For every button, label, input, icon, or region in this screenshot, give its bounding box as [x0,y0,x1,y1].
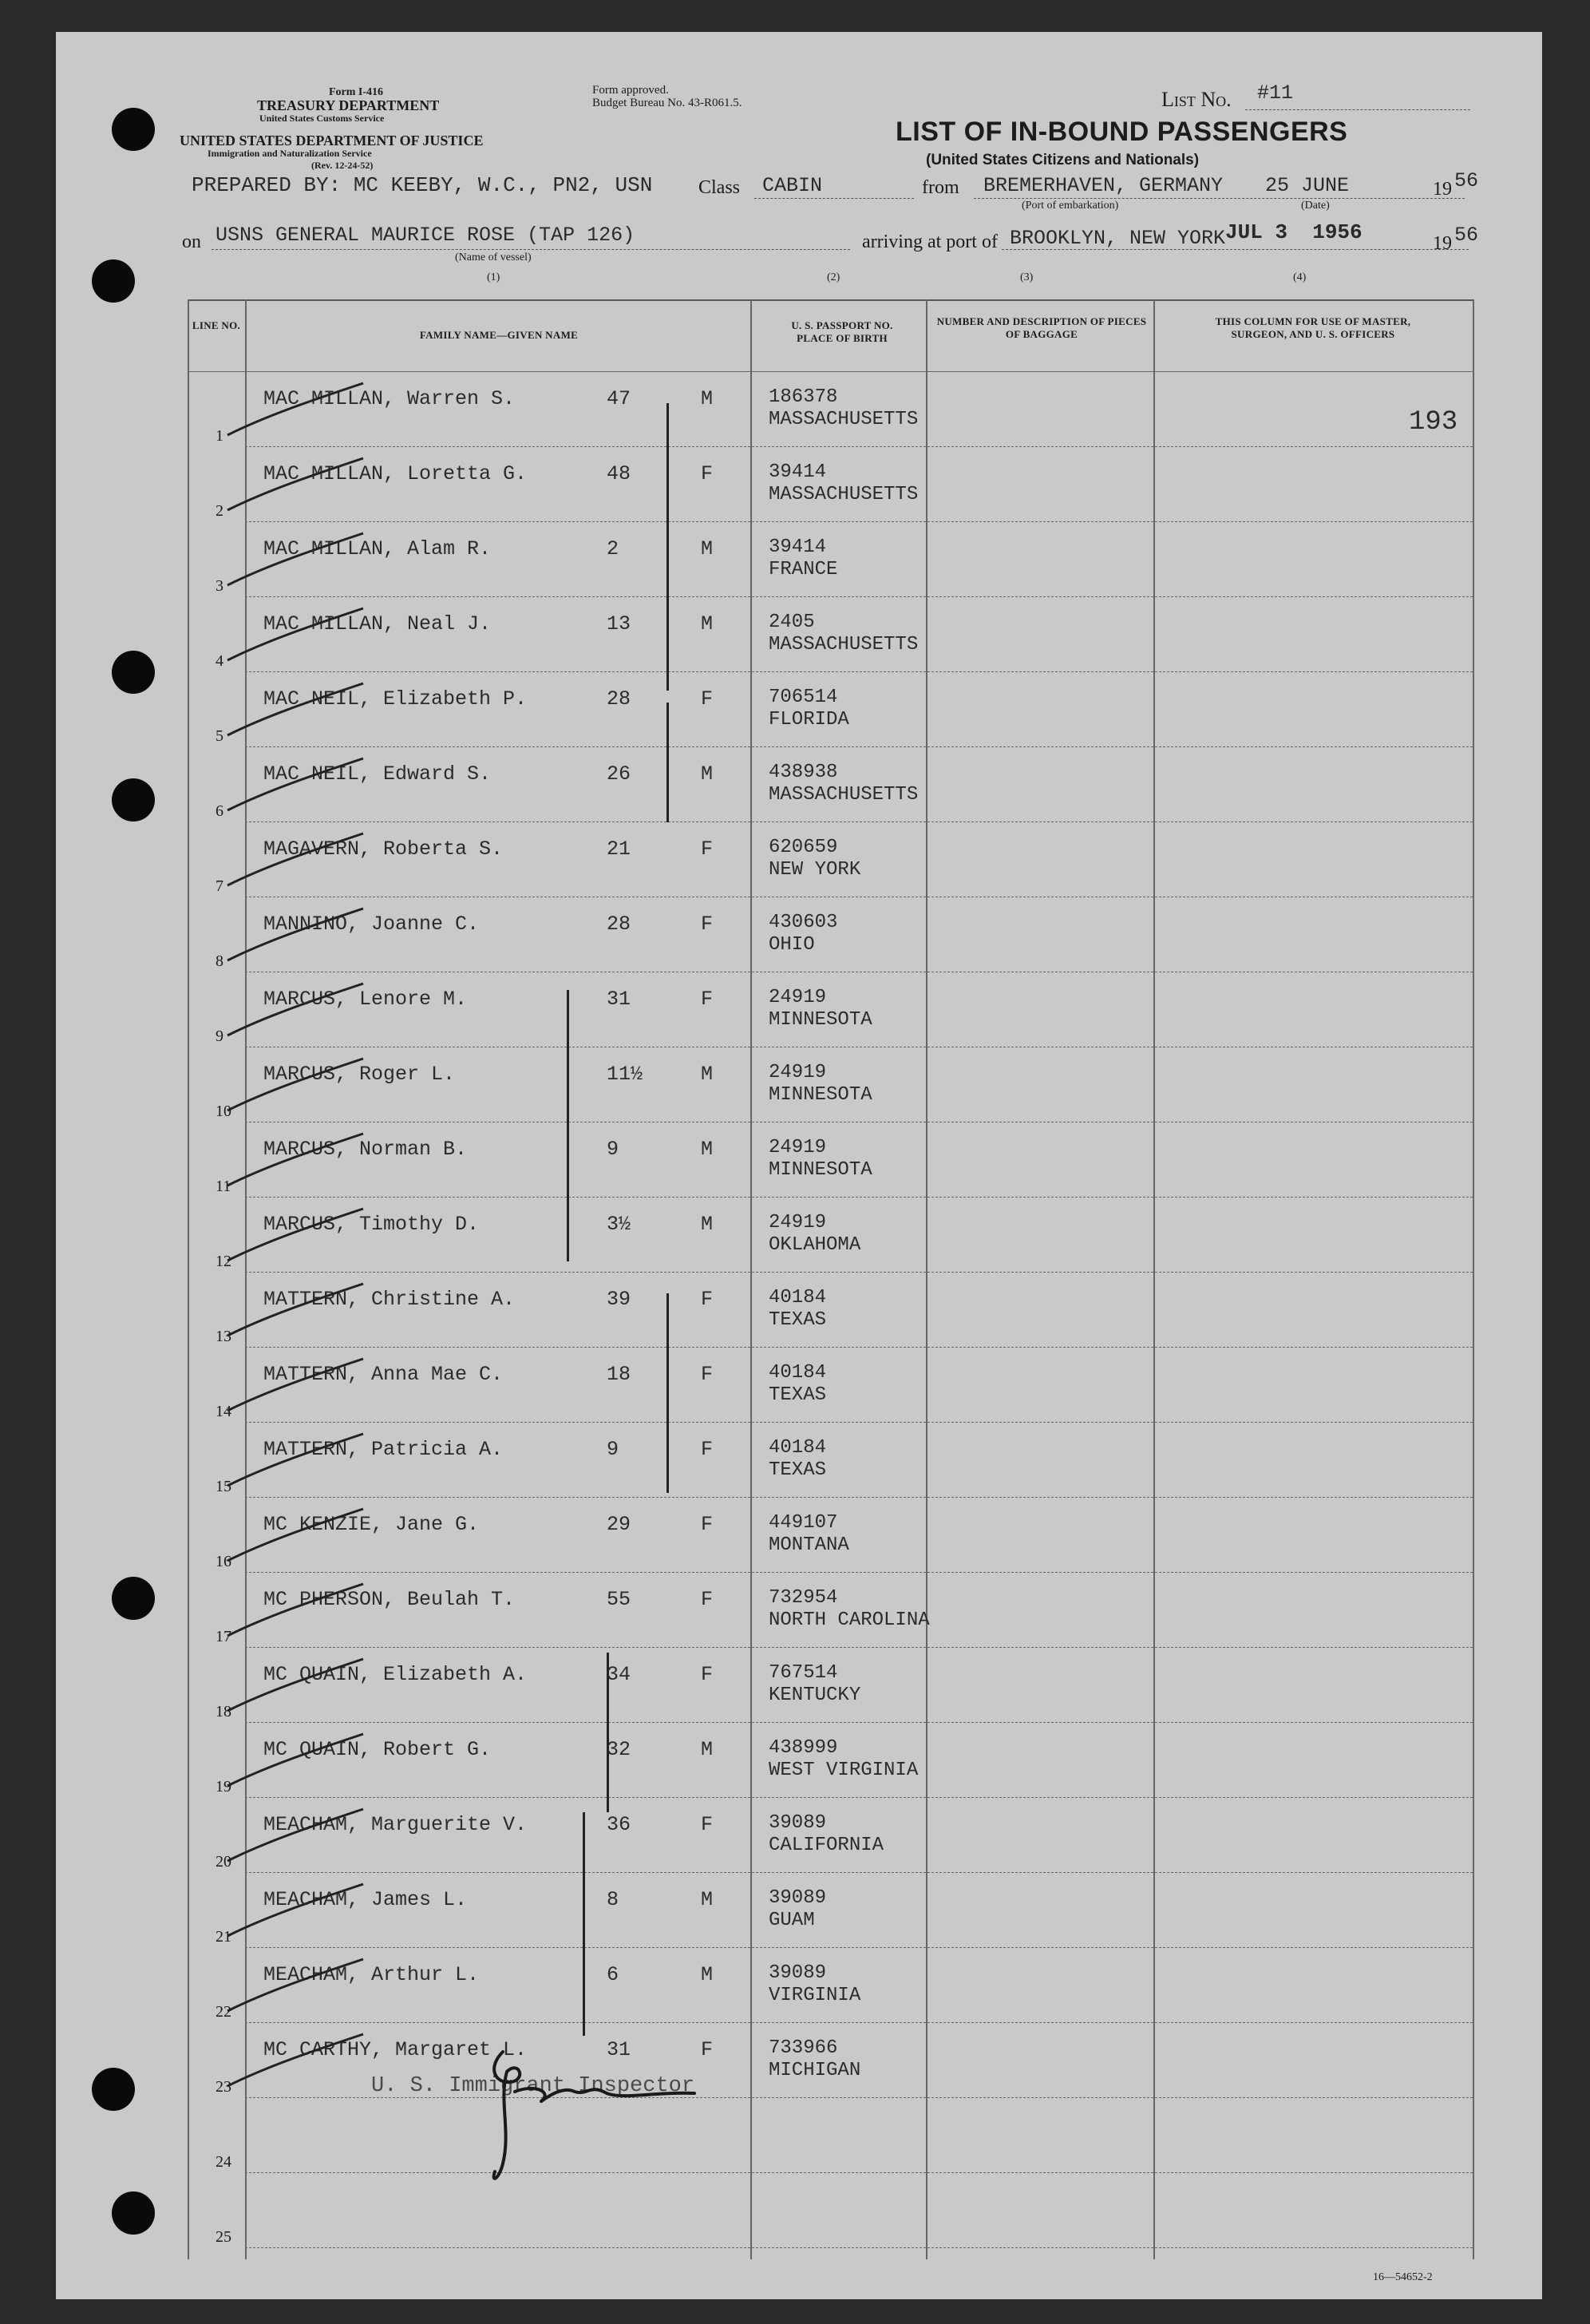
place-of-birth: MINNESOTA [769,1084,872,1106]
check-mark [220,1205,371,1269]
passenger-age: 9 [607,1438,619,1461]
table-row [56,446,1542,521]
table-row [56,2172,1542,2247]
check-mark [220,679,371,743]
page-number: 193 [1409,407,1458,437]
line-number: 15 [216,1478,231,1495]
passport-number: 39414 [769,536,827,558]
table-row [56,1572,1542,1647]
customs-service: United States Customs Service [259,113,385,124]
check-mark [220,1355,371,1419]
passenger-name: MAC MILLAN, Alam R. [263,537,492,560]
passenger-age: 8 [607,1888,619,1911]
check-mark [220,1430,371,1494]
passport-number: 40184 [769,1362,827,1384]
line-number: 9 [216,1027,223,1045]
line-number: 10 [216,1103,231,1120]
place-of-birth: WEST VIRGINIA [769,1760,919,1781]
check-mark [220,1730,371,1794]
table-row [56,2097,1542,2172]
passenger-name: MEACHAM, Arthur L. [263,1963,480,1986]
table-row [56,1947,1542,2022]
place-of-birth: MASSACHUSETTS [769,634,919,655]
sail-year: 56 [1454,169,1479,192]
place-of-birth: KENTUCKY [769,1685,861,1706]
passenger-name: MC QUAIN, Robert G. [263,1738,492,1761]
inspector-stamp: U. S. Immigrant Inspector [371,2074,695,2098]
place-of-birth: NEW YORK [769,859,861,881]
passport-number: 733966 [769,2037,838,2059]
place-of-birth: MICHIGAN [769,2060,861,2081]
passenger-age: 32 [607,1738,631,1761]
justice-dept: UNITED STATES DEPARTMENT OF JUSTICE [180,133,484,148]
sail-date: 25 JUNE [1265,174,1350,197]
arrival-line [1002,249,1469,250]
passport-number: 39089 [769,1887,827,1909]
passenger-name: MARCUS, Norman B. [263,1138,468,1161]
line-number: 22 [216,2003,231,2021]
line-number: 17 [216,1628,231,1645]
passenger-sex: F [701,1363,714,1386]
passenger-name: MEACHAM, James L. [263,1888,468,1911]
passenger-name: MAGAVERN, Roberta S. [263,837,504,861]
family-bracket [567,990,569,1261]
page-title: LIST OF IN-BOUND PASSENGERS [896,117,1348,147]
line-number: 6 [216,802,223,820]
check-mark [220,1655,371,1719]
passenger-sex: F [701,837,714,861]
passport-number: 449107 [769,1512,838,1534]
passenger-age: 2 [607,537,619,560]
form-number: Form I-416 [329,86,384,98]
passenger-sex: F [701,988,714,1011]
check-mark [220,1055,371,1118]
passenger-name: MC QUAIN, Elizabeth A. [263,1663,528,1686]
table-row [56,596,1542,671]
passenger-age: 9 [607,1138,619,1161]
check-mark [220,379,371,443]
form-approved: Form approved. [592,84,669,97]
passport-number: 438938 [769,762,838,783]
col-num-4: (4) [1293,271,1307,283]
arrival-year: 56 [1454,224,1479,247]
check-mark [220,2030,371,2094]
line-number: 20 [216,1853,231,1871]
line-number: 14 [216,1403,231,1420]
passenger-name: MARCUS, Roger L. [263,1063,456,1086]
line-number: 19 [216,1778,231,1795]
table-row [56,1872,1542,1947]
passenger-sex: F [701,2038,714,2061]
class-value: CABIN [762,174,823,197]
family-bracket [666,703,669,822]
table-row [56,1047,1542,1122]
on-label: on [182,232,201,252]
passenger-name: MANNINO, Joanne C. [263,913,480,936]
place-of-birth: TEXAS [769,1459,827,1481]
passport-number: 620659 [769,837,838,858]
table-row [56,1197,1542,1272]
passenger-age: 28 [607,913,631,936]
check-mark [220,1955,371,2019]
table-row [56,671,1542,746]
check-mark [220,829,371,893]
passenger-age: 29 [607,1513,631,1536]
revision: (Rev. 12-24-52) [311,160,374,171]
check-mark [220,905,371,968]
passenger-age: 13 [607,612,631,635]
passenger-name: MAC MILLAN, Warren S. [263,387,516,410]
table-row [56,371,1542,446]
passenger-sex: F [701,913,714,936]
passenger-sex: M [701,1738,714,1761]
col-header-officers: THIS COLUMN FOR USE OF MASTER, SURGEON, AND U. S. OFFICERS [1215,315,1411,340]
col-header-name: FAMILY NAME—GIVEN NAME [419,329,579,341]
passenger-sex: F [701,1588,714,1611]
passport-number: 706514 [769,687,838,708]
passenger-sex: F [701,1513,714,1536]
place-of-birth: VIRGINIA [769,1985,861,2006]
line-number: 3 [216,577,223,595]
passenger-sex: M [701,762,714,786]
line-number: 13 [216,1328,231,1345]
class-line [754,198,914,199]
check-mark [220,1280,371,1344]
vessel-line [212,249,850,250]
class-label: Class [698,177,741,198]
passenger-name: MEACHAM, Marguerite V. [263,1813,528,1836]
place-of-birth: MONTANA [769,1534,849,1556]
col-header-passport: U. S. PASSPORT NO. PLACE OF BIRTH [791,319,893,344]
place-of-birth: FRANCE [769,559,838,580]
treasury-dept: TREASURY DEPARTMENT [257,97,440,113]
place-of-birth: MINNESOTA [769,1009,872,1031]
budget-bureau: Budget Bureau No. 43-R061.5. [592,97,742,109]
passenger-age: 18 [607,1363,631,1386]
passenger-name: MATTERN, Christine A. [263,1288,516,1311]
passport-number: 732954 [769,1587,838,1609]
passenger-sex: M [701,1963,714,1986]
table-row [56,1422,1542,1497]
passport-number: 767514 [769,1662,838,1684]
check-mark [220,529,371,593]
passenger-name: MARCUS, Timothy D. [263,1213,480,1236]
col-num-1: (1) [487,271,500,283]
list-no-value: #11 [1257,81,1294,105]
passenger-name: MC PHERSON, Beulah T. [263,1588,516,1611]
table-row [56,1497,1542,1572]
place-of-birth: TEXAS [769,1384,827,1406]
arrival-date-stamp: JUL 3 1956 [1225,220,1363,244]
passenger-name: MAC MILLAN, Neal J. [263,612,492,635]
check-mark [220,454,371,518]
check-mark [220,604,371,668]
passenger-sex: M [701,1138,714,1161]
passport-number: 186378 [769,386,838,408]
passenger-sex: M [701,1063,714,1086]
passenger-name: MAC MILLAN, Loretta G. [263,462,528,485]
ins-service: Immigration and Naturalization Service [208,148,372,159]
passenger-age: 39 [607,1288,631,1311]
col-num-2: (2) [827,271,840,283]
passenger-sex: M [701,387,714,410]
passenger-age: 34 [607,1663,631,1686]
check-mark [220,1130,371,1194]
line-number: 1 [216,427,223,445]
list-no-label: List No. [1161,88,1232,111]
passenger-age: 48 [607,462,631,485]
sail-year-prefix: 19 [1433,179,1452,200]
line-number: 8 [216,952,223,970]
binder-hole-1 [112,108,155,151]
table-row [56,972,1542,1047]
passenger-sex: F [701,1288,714,1311]
table-row [56,822,1542,897]
place-of-birth: TEXAS [769,1309,827,1331]
table-row [56,2022,1542,2097]
family-bracket [666,403,669,691]
passport-number: 24919 [769,1062,827,1083]
place-of-birth: MASSACHUSETTS [769,784,919,806]
passenger-sex: F [701,462,714,485]
table-row [56,746,1542,822]
check-mark [220,1880,371,1944]
page-subtitle: (United States Citizens and Nationals) [926,152,1200,168]
place-of-birth: GUAM [769,1910,815,1931]
passenger-age: 21 [607,837,631,861]
table-row [56,897,1542,972]
passport-number: 24919 [769,1212,827,1233]
check-mark [220,1805,371,1869]
inspector-signature [455,2036,726,2195]
passenger-name: MATTERN, Patricia A. [263,1438,504,1461]
passenger-age: 55 [607,1588,631,1611]
passenger-sex: F [701,687,714,711]
passenger-age: 3½ [607,1213,631,1236]
passport-number: 40184 [769,1437,827,1459]
table-row [56,1347,1542,1422]
col-header-line-no: LINE NO. [192,319,241,331]
passport-number: 24919 [769,1137,827,1158]
table-row [56,521,1542,596]
table-row [56,1647,1542,1722]
check-mark [220,1505,371,1569]
passenger-sex: M [701,1888,714,1911]
place-of-birth: MINNESOTA [769,1159,872,1181]
line-number: 18 [216,1703,231,1720]
passenger-sex: M [701,612,714,635]
list-no-line [1245,109,1470,110]
passenger-age: 31 [607,988,631,1011]
line-number: 2 [216,502,223,520]
line-number: 11 [216,1178,231,1195]
arrival-year-prefix: 19 [1433,233,1452,254]
prepared-by: PREPARED BY: MC KEEBY, W.C., PN2, USN [192,173,653,197]
vessel-name: USNS GENERAL MAURICE ROSE (TAP 126) [216,224,635,247]
passport-number: 2405 [769,612,815,633]
footer-code: 16—54652-2 [1373,2271,1433,2283]
col-header-baggage: NUMBER AND DESCRIPTION OF PIECES OF BAGGAGE [936,315,1147,340]
vessel-caption: (Name of vessel) [455,251,532,263]
place-of-birth: MASSACHUSETTS [769,409,919,430]
table-row [56,1797,1542,1872]
passenger-age: 26 [607,762,631,786]
from-label: from [922,177,959,198]
line-number: 7 [216,877,223,895]
family-bracket [607,1653,609,1812]
col-num-3: (3) [1020,271,1034,283]
date-caption: (Date) [1301,200,1330,212]
passport-number: 24919 [769,987,827,1008]
passport-number: 430603 [769,912,838,933]
check-mark [220,1580,371,1644]
line-number: 5 [216,727,223,745]
line-number: 16 [216,1553,231,1570]
passenger-age: 31 [607,2038,631,2061]
passport-number: 40184 [769,1287,827,1308]
passenger-sex: F [701,1663,714,1686]
check-mark [220,980,371,1043]
passenger-name: MC KENZIE, Jane G. [263,1513,480,1536]
table-row [56,1122,1542,1197]
passenger-age: 6 [607,1963,619,1986]
line-number: 21 [216,1928,231,1946]
place-of-birth: FLORIDA [769,709,849,730]
line-number: 23 [216,2078,231,2096]
place-of-birth: OHIO [769,934,815,956]
family-bracket [666,1293,669,1493]
line-number: 4 [216,652,223,670]
passenger-sex: F [701,1438,714,1461]
passenger-sex: F [701,1813,714,1836]
table-row [56,1722,1542,1797]
passenger-name: MARCUS, Lenore M. [263,988,468,1011]
passenger-name: MAC NEIL, Edward S. [263,762,492,786]
line-number: 24 [216,2153,231,2171]
arriving-label: arriving at port of [862,232,998,252]
manifest-page [56,32,1542,2299]
passenger-age: 47 [607,387,631,410]
place-of-birth: MASSACHUSETTS [769,484,919,505]
place-of-birth: OKLAHOMA [769,1234,861,1256]
passenger-sex: M [701,537,714,560]
line-number: 25 [216,2228,231,2246]
place-of-birth: NORTH CAROLINA [769,1609,930,1631]
binder-hole-2 [92,259,135,303]
passport-number: 438999 [769,1737,838,1759]
place-of-birth: CALIFORNIA [769,1835,884,1856]
from-value: BREMERHAVEN, GERMANY [983,174,1224,197]
passenger-age: 11½ [607,1063,643,1086]
port-embark-caption: (Port of embarkation) [1022,200,1119,212]
table-row [56,1272,1542,1347]
passenger-name: MATTERN, Anna Mae C. [263,1363,504,1386]
passport-number: 39414 [769,461,827,483]
passenger-name: MC CARTHY, Margaret L. [263,2038,528,2061]
passport-number: 39089 [769,1962,827,1984]
passenger-age: 36 [607,1813,631,1836]
passenger-age: 28 [607,687,631,711]
passport-number: 39089 [769,1812,827,1834]
passenger-name: MAC NEIL, Elizabeth P. [263,687,528,711]
passenger-sex: M [701,1213,714,1236]
family-bracket [583,1812,585,2036]
arrival-port: BROOKLYN, NEW YORK [1010,227,1226,250]
check-mark [220,754,371,818]
line-number: 12 [216,1253,231,1270]
from-line [974,198,1465,199]
